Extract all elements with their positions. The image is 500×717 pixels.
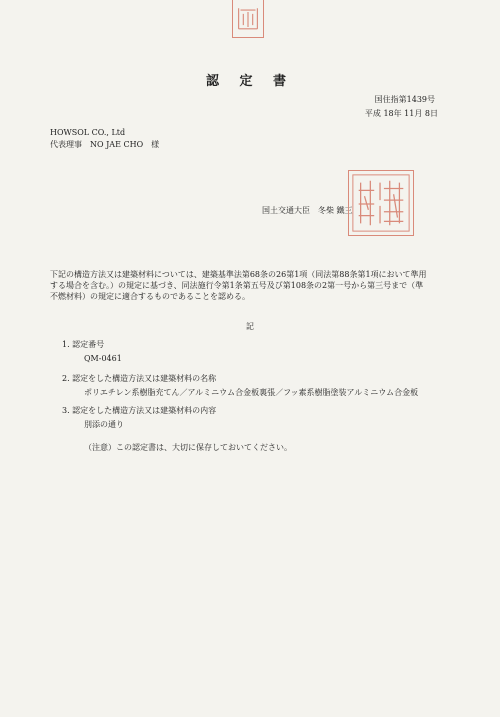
item-label-1: 1. 認定番号 — [62, 340, 105, 349]
item-value-3: 別添の通り — [84, 420, 124, 429]
ki-heading: 記 — [246, 322, 254, 331]
issuer-name: 国土交通大臣 冬柴 鐵三 — [262, 206, 353, 215]
top-seal-stamp — [232, 0, 264, 38]
storage-note: （注意）この認定書は、大切に保存しておいてください。 — [84, 443, 292, 452]
official-seal-graphic — [349, 171, 413, 235]
seal-top-graphic — [233, 0, 263, 37]
item-value-2: ポリエチレン系樹脂充てん／アルミニウム合金板裏張／フッ素系樹脂塗装アルミニウム合金板 — [84, 388, 419, 397]
item-label-2: 2. 認定をした構造方法又は建築材料の名称 — [62, 374, 217, 383]
official-seal-stamp — [348, 170, 414, 236]
document-title: 認 定 書 — [205, 74, 295, 89]
document-number: 国住指第1439号 — [374, 95, 435, 104]
item-value-1: QM-0461 — [84, 354, 122, 363]
recipient-name: 代表理事 NO JAE CHO 様 — [50, 140, 160, 149]
item-label-3: 3. 認定をした構造方法又は建築材料の内容 — [62, 406, 217, 415]
recipient-company: HOWSOL CO., Ltd — [50, 128, 126, 137]
document-date: 平成 18年 11月 8日 — [364, 109, 438, 118]
certification-statement: 下記の構造方法又は建築材料については、建築基準法第68条の26第1項（同法第88条第1項において準用する場合を含む。）の規定に基づき、同法施行令第1条第五号及び第108条の2第一号から第三号まで（準不燃材料）の規定に適合するものであることを認める。 — [50, 270, 427, 301]
